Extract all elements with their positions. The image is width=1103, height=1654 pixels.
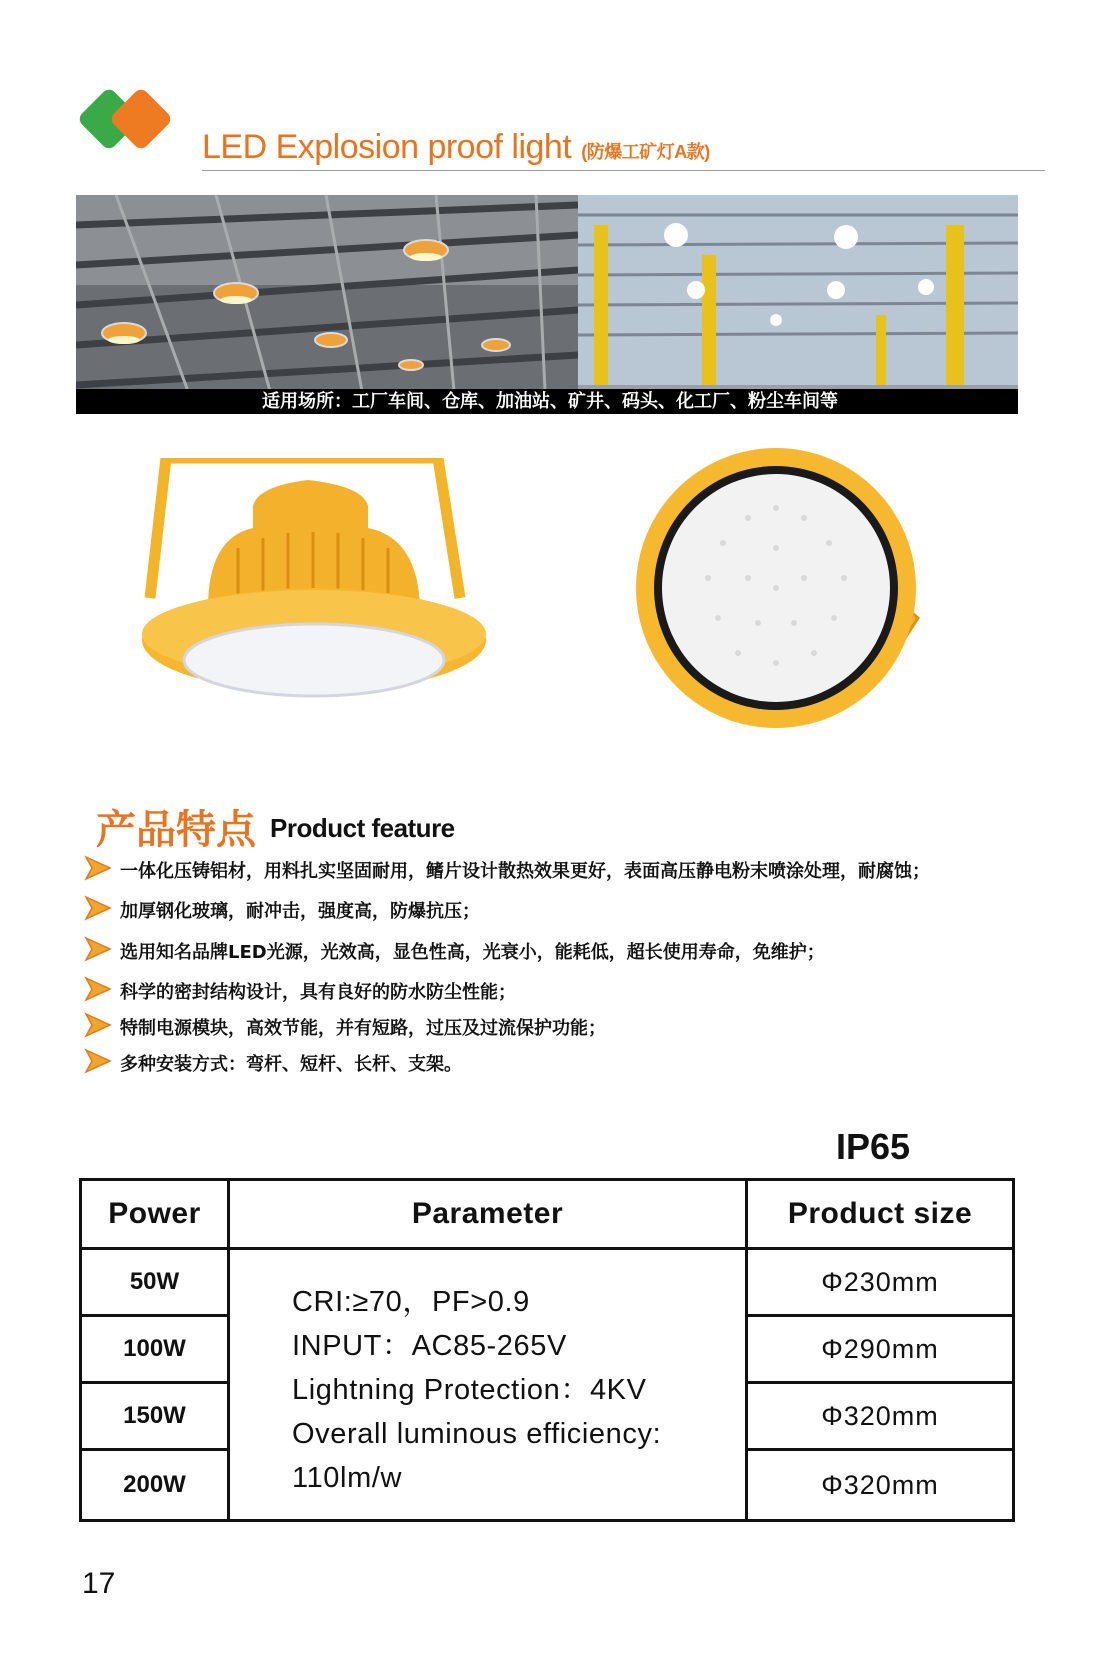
arrow-bullet-icon	[84, 895, 112, 921]
power-cell: 100W	[79, 1314, 230, 1384]
lamp-front-view-image	[628, 448, 938, 730]
size-cell: Φ290mm	[745, 1314, 1015, 1384]
brand-logo	[78, 86, 178, 166]
feature-heading-cn: 产品特点	[96, 807, 256, 853]
feature-heading-en: Product feature	[270, 813, 455, 843]
arrow-bullet-icon	[84, 1048, 112, 1074]
application-caption: 适用场所：工厂车间、仓库、加油站、矿井、码头、化工厂、粉尘车间等	[76, 389, 1018, 414]
ip-rating: IP65	[836, 1126, 911, 1167]
page-number: 17	[82, 1567, 116, 1600]
header-power: Power	[79, 1178, 230, 1250]
header-parameter: Parameter	[227, 1178, 748, 1250]
arrow-bullet-icon	[84, 855, 112, 881]
title-divider	[202, 170, 1045, 171]
arrow-bullet-icon	[84, 976, 112, 1002]
page-title: LED Explosion proof light (防爆工矿灯A款)	[202, 128, 710, 166]
spec-table	[79, 1178, 1015, 1522]
parameter-line: Lightning Protection：4KV	[292, 1374, 647, 1406]
warehouse-photo-left	[76, 195, 578, 413]
parameter-cell	[227, 1247, 748, 1522]
size-cell: Φ320mm	[745, 1448, 1015, 1522]
arrow-bullet-icon	[84, 1012, 112, 1038]
header-size: Product size	[745, 1178, 1015, 1250]
size-cell: Φ230mm	[745, 1247, 1015, 1317]
warehouse-photo-right	[578, 195, 1018, 413]
size-cell: Φ320mm	[745, 1381, 1015, 1451]
lamp-side-view-image	[128, 458, 503, 742]
power-cell: 200W	[79, 1448, 230, 1522]
arrow-bullet-icon	[84, 936, 112, 962]
power-cell: 150W	[79, 1381, 230, 1451]
application-photos	[76, 195, 1018, 413]
parameter-line: Overall luminous efficiency:	[292, 1418, 662, 1450]
parameter-line: INPUT：AC85-265V	[292, 1330, 567, 1362]
page-subtitle: (防爆工矿灯A款)	[581, 142, 710, 162]
power-cell: 50W	[79, 1247, 230, 1317]
parameter-line: 110lm/w	[292, 1462, 403, 1494]
parameter-line: CRI:≥70，PF>0.9	[292, 1286, 530, 1318]
